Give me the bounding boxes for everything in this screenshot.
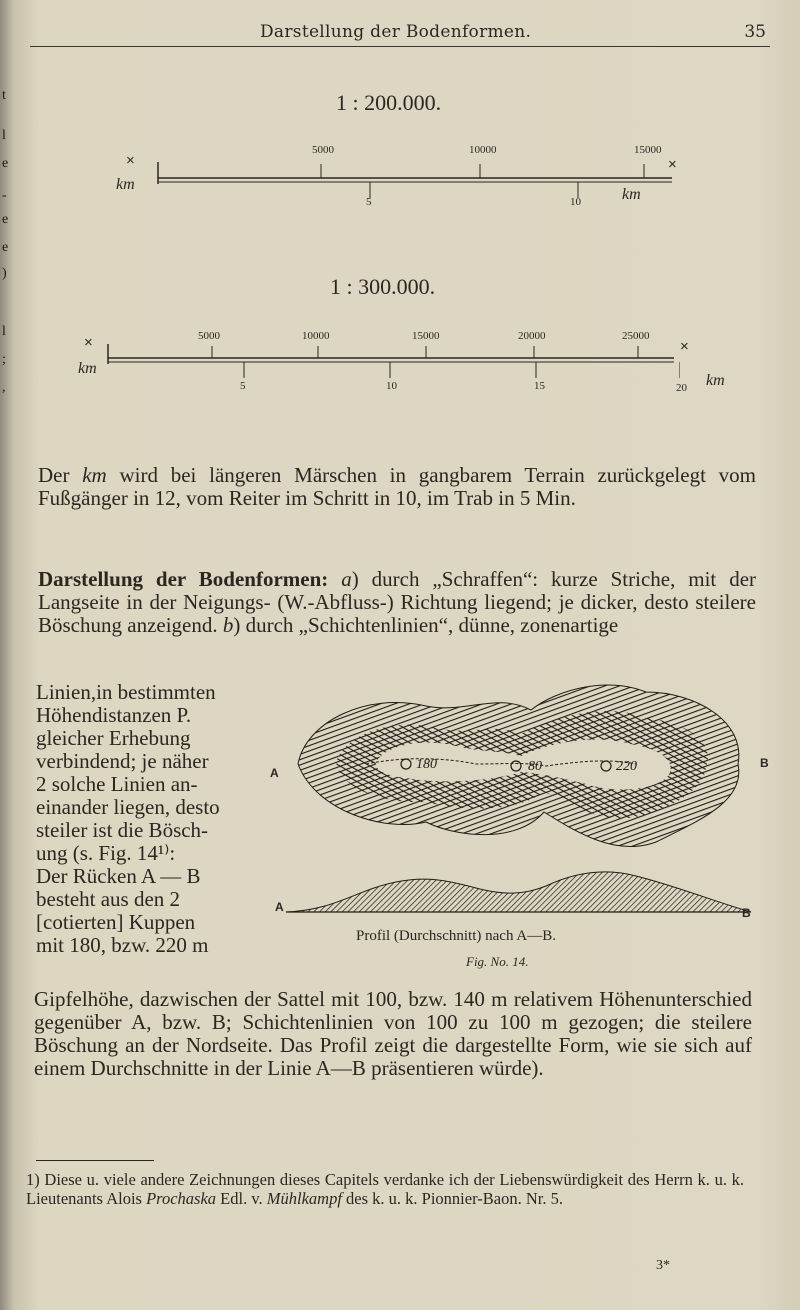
- text-run: ) durch „Schichtenlinien“, dünne, zonenartige: [233, 613, 619, 637]
- scale-unit-left: km: [78, 360, 97, 377]
- gutter-mark: ,: [2, 380, 6, 395]
- scale-bar-300000: [100, 340, 680, 390]
- text-run: Gipfelhöhe, dazwischen der Sattel mit 100, bzw. 140 m relativem Höhenunterschied gegenüber A, bzw. B; Schichtenlinien von 100 zu 100 m gezogen; die steilere Böschung an der Nordseite. Das Profil zeigt die dargestellte Form, wie sie sich auf einem Durchschnitte in der Linie A—B präsentieren würde).: [34, 987, 752, 1080]
- gutter-mark: l: [2, 324, 6, 339]
- narrow-text-column: [36, 681, 276, 957]
- text-run: Mühlkampf: [266, 1189, 342, 1208]
- spot-height-left: 180: [416, 757, 437, 772]
- scale-unit-right: km: [706, 372, 725, 389]
- figure-label-b: B: [760, 756, 769, 770]
- profile-label-b: B: [742, 906, 751, 920]
- scale-tick-bottom: 5: [240, 380, 246, 392]
- text-run: Der: [38, 463, 83, 487]
- header-title: Darstellung der Bodenformen.: [260, 22, 532, 42]
- text-run: Prochaska: [146, 1189, 217, 1208]
- gutter-mark: t: [2, 88, 6, 103]
- scale-tick-top: 5000: [198, 330, 220, 342]
- scale-tick-top: 10000: [302, 330, 330, 342]
- spot-height-right: 220: [616, 759, 637, 774]
- scale-tick-bottom: 10: [386, 380, 397, 392]
- text-line: gleicher Erhebung: [36, 726, 191, 750]
- paragraph-profile-explanation: [34, 988, 752, 1080]
- text-run: a: [341, 567, 352, 591]
- gutter-mark: e: [2, 212, 9, 227]
- paragraph-bodenformen: [38, 568, 756, 637]
- paragraph-march-times: [38, 464, 756, 510]
- text-run: Edl. v.: [216, 1189, 267, 1208]
- section-lead: Darstellung der Bodenformen:: [38, 567, 329, 591]
- page-number: 35: [744, 22, 766, 42]
- text-line: ung (s. Fig. 14¹⁾:: [36, 841, 176, 865]
- text-run: km: [82, 463, 107, 487]
- scale-tick-top: 25000: [622, 330, 650, 342]
- figure-caption: Profil (Durchschnitt) nach A—B.: [356, 928, 556, 944]
- gutter-mark: e: [2, 240, 9, 255]
- text-run: des k. u. k. Pionnier-Baon. Nr. 5.: [341, 1189, 563, 1208]
- text-line: einander liegen, desto: [36, 795, 220, 819]
- text-line: mit 180, bzw. 220 m: [36, 933, 209, 957]
- scale-marker-left: ×: [84, 334, 93, 351]
- scale-marker-right: ×: [668, 156, 677, 173]
- scale-tick-top: 20000: [518, 330, 546, 342]
- gutter-mark: -: [2, 188, 7, 203]
- scale-tick-bottom: 10: [570, 196, 581, 208]
- text-line: besteht aus den 2: [36, 887, 181, 911]
- text-line: verbindend; je näher: [36, 749, 209, 773]
- scale-title-300000: 1 : 300.000.: [330, 274, 436, 299]
- scale-tick-top: 10000: [469, 144, 497, 156]
- scale-tick-bottom: 20: [676, 382, 687, 394]
- text-line: Der Rücken A — B: [36, 864, 201, 888]
- gutter-mark: e: [2, 156, 9, 171]
- scale-title-200000: 1 : 200.000.: [336, 90, 442, 115]
- gutter-mark: ): [2, 266, 7, 281]
- scale-tick-top: 5000: [312, 144, 334, 156]
- scale-unit-left: km: [116, 176, 135, 193]
- scale-marker-right: ×: [680, 338, 689, 355]
- gutter-mark: l: [2, 128, 6, 143]
- spot-height-saddle: 80: [528, 759, 542, 774]
- text-run: wird bei längeren Märschen in gangbarem Terrain zurückgelegt vom Fußgänger in 12, vom Reiter im Schritt in 10, im Trab in 5 Min.: [38, 463, 757, 510]
- scale-tick-bottom: 5: [366, 196, 372, 208]
- figure-14-terrain: [276, 672, 766, 922]
- text-line: 2 solche Linien an-: [36, 772, 198, 796]
- footnote-mark: 1): [26, 1170, 40, 1189]
- figure-number: Fig. No. 14.: [466, 954, 529, 969]
- scale-tick-top: 15000: [412, 330, 440, 342]
- text-run: ) durch „Schraffen“: kurze Striche, mit der Langseite in der Neigungs- (W.-Abfluss-) Richtung liegend; je dicker, desto steilere Böschung anzeigend.: [38, 567, 757, 637]
- running-header: [30, 22, 770, 47]
- figure-label-a: A: [270, 766, 279, 780]
- profile-label-a: A: [275, 900, 284, 914]
- text-run: Diese u. viele andere Zeichnungen dieses Capitels verdanke ich der Liebenswürdigkeit des Herrn k. u. k. Lieutenants Alois: [26, 1170, 744, 1208]
- text-line: steiler ist die Bösch-: [36, 818, 209, 842]
- text-line: [cotierten] Kuppen: [36, 910, 196, 934]
- scale-unit-right: km: [622, 186, 641, 203]
- footnote-rule: [36, 1160, 154, 1161]
- text-run: b: [222, 613, 234, 637]
- scale-tick-top: 15000: [634, 144, 662, 156]
- text-line: Höhendistanzen P.: [36, 703, 192, 727]
- scale-marker-left: ×: [126, 152, 135, 169]
- profile-section: [286, 872, 751, 912]
- printer-signature: 3*: [656, 1258, 670, 1273]
- text-line: Linien,in bestimmten: [36, 680, 216, 704]
- scale-tick-bottom: 15: [534, 380, 545, 392]
- footnote: [26, 1170, 744, 1208]
- scale-bar-200000: [150, 158, 680, 208]
- gutter-mark: ;: [2, 352, 6, 367]
